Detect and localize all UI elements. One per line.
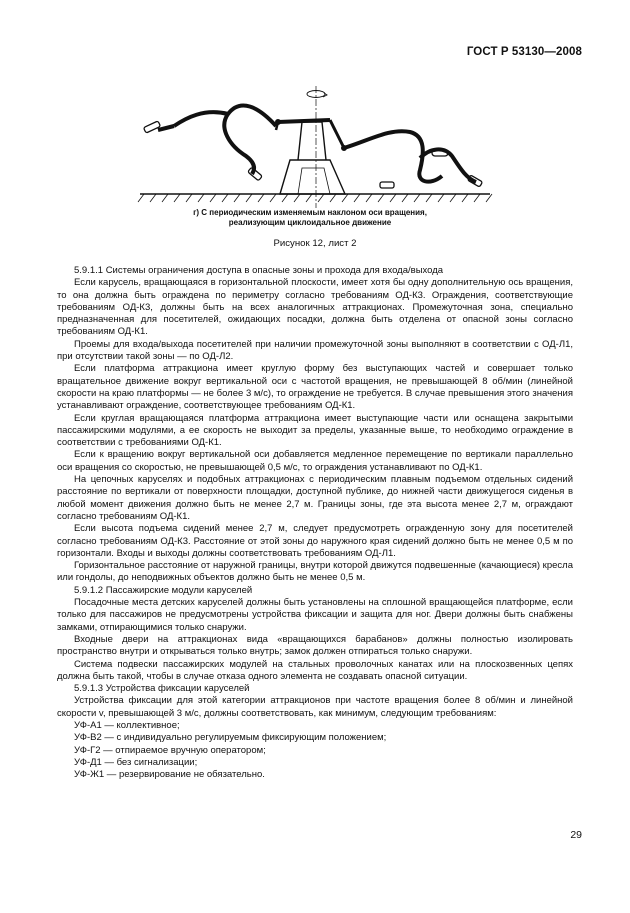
paragraph: Горизонтальное расстояние от наружной границы, внутри которой движутся подвешенные (качающиеся) кресла или гондолы, до неподвижных объектов должно быть не менее 0,5 м.: [57, 560, 573, 584]
paragraph: Если круглая вращающаяся платформа аттракциона имеет выступающие части или оснащена закрытыми пассажирскими модулями, а ее скорость не выходит за пределы, указанные выше, то необходимо ограждение в соответствии с требованиями ОД-К1.: [57, 412, 573, 449]
paragraph: Если высота подъема сидений менее 2,7 м, следует предусмотреть огражденную зону для посетителей согласно требованиям ОД-К3. Расстояние от этой зоны до наружного края сидений должно быть не менее 0,5 м по горизонтали. Входы и выходы должны соответствовать требованиям ОД-Л1.: [57, 523, 573, 559]
list-item: УФ-В2 — с индивидуально регулируемым фиксирующим положением;: [74, 732, 387, 744]
paragraph: Если платформа аттракциона имеет круглую форму без выступающих частей и совершает только вращательное движение вокруг вертикальной оси с частотой вращения, не превышающей 8 об/мин (линейной скорости на краю платформы — не более 3 м/с), то ограждение не требуется. В случае превышения этого значения устанавливают ограждение, соответствующее требованиям ОД-К1.: [57, 363, 573, 412]
paragraph: Входные двери на аттракционах вида «вращающихся барабанов» должны полностью изолировать пространство внутри и открываться только внутрь; замок должен отпираться только снаружи.: [57, 633, 573, 658]
section-heading: 5.9.1.2 Пассажирские модули каруселей: [74, 584, 253, 596]
paragraph: 5.9.1.1 Системы ограничения доступа в опасные зоны и прохода для входа/выхода: [74, 265, 444, 276]
list-item: УФ-Д1 — без сигнализации;: [74, 756, 198, 768]
list-item: УФ-Ж1 — резервирование не обязательно.: [74, 769, 265, 781]
figure-title: Рисунок 12, лист 2: [273, 238, 357, 249]
paragraph: Система подвески пассажирских модулей на стальных проволочных канатах или на плоскозвенных цепях должна быть такой, чтобы в случае отказа одного элемента не создавать опасной ситуации.: [57, 658, 573, 682]
page-number: 29: [570, 829, 582, 841]
paragraph: Если к вращению вокруг вертикальной оси добавляется медленное перемещение по вертикали параллельно оси вращения со скоростью, не превышающей 0,5 м/с, то ограждения устанавливают по ОД-К1.: [57, 449, 573, 473]
body-text: [57, 265, 573, 781]
paragraph: Проемы для входа/выхода посетителей при наличии промежуточной зоны выполняют в соответствии с ОД-Л1, при отсутствии такой зоны — по ОД-Л2.: [57, 338, 573, 363]
paragraph: На цепочных каруселях и подобных аттракционах с периодическим плавным подъемом отдельных сидений расстояние по вертикали от поверхности площадки, доступной публике, до нижней части движущегося сиденья в любой момент движения должно быть не менее 2,7 м. Границы зоны, где эта высота менее 2,7 м, ограждают согласно требованиям ОД-К1.: [57, 474, 573, 522]
standard-number: ГОСТ Р 53130—2008: [466, 46, 582, 58]
list-item: УФ-Г2 — отпираемое вручную оператором;: [74, 744, 266, 756]
figure-caption-line2: реализующим циклоидальное движение: [228, 218, 392, 227]
paragraph: Устройства фиксации для этой категории аттракционов при частоте вращения более 8 об/мин и линейной скорости v, превышающей 3 м/с, должны соответствовать, как минимум, следующим требованиям:: [57, 695, 573, 719]
paragraph: Посадочные места детских каруселей должны быть установлены на сплошной вращающейся платформе, если только для пассажиров не предусмотрены устройства фиксации и защита для ног. Двери должны быть снабжены замками, отпирающимися только снаружи.: [57, 597, 573, 633]
carousel-drawing: [130, 78, 500, 218]
list-item: УФ-А1 — коллективное;: [74, 719, 180, 731]
section-heading: 5.9.1.3 Устройства фиксации каруселей: [74, 683, 250, 695]
figure-caption-line1: г) С периодическим изменяемым наклоном оси вращения,: [193, 208, 427, 217]
paragraph: Если карусель, вращающаяся в горизонтальной плоскости, имеет хотя бы одну дополнительную ось вращения, то она должна быть ограждена по периметру согласно требованиям ОД-К3. Ограждения, соответствующие требованиям ОД-К3, должны быть на всех аналогичных аттракционах. Промежуточная зона, специально предназначенная для посетителей, ожидающих посадки, должна быть отделена от опасной зоны согласно требованиям ОД-К1.: [57, 277, 573, 338]
